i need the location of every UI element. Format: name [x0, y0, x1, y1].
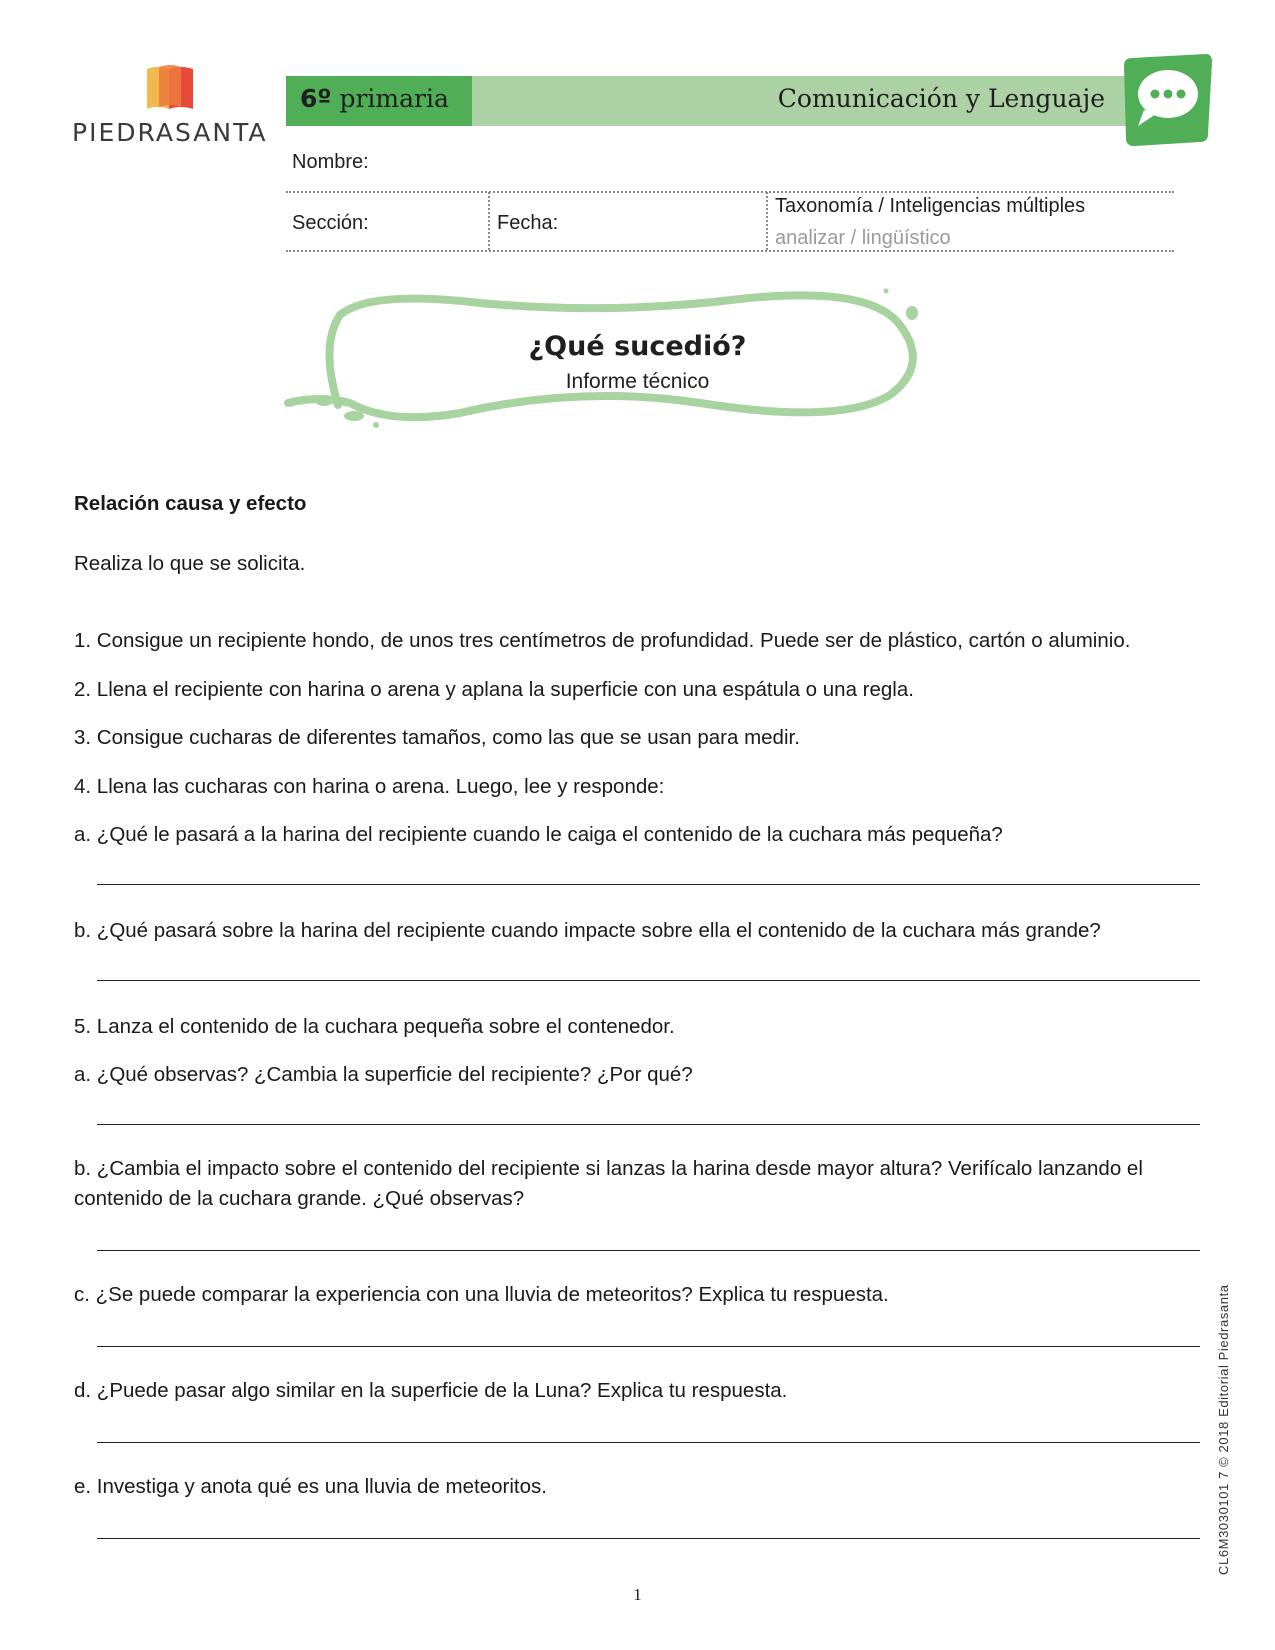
grade-number: 6º: [300, 84, 332, 113]
list-item: 4. Llena las cucharas con harina o arena. Luego, lee y responde:: [74, 775, 665, 798]
list-item: 5. Lanza el contenido de la cuchara pequeña sobre el contenedor.: [74, 1015, 675, 1038]
section-title: Relación causa y efecto: [74, 492, 307, 515]
answer-line[interactable]: [97, 1346, 1200, 1347]
subject-title: Comunicación y Lenguaje: [777, 84, 1105, 113]
answer-line[interactable]: [97, 1442, 1200, 1443]
list-item: 3. Consigue cucharas de diferentes tamaños, como las que se usan para medir.: [74, 726, 800, 749]
page-number: 1: [633, 1585, 642, 1604]
list-item: 2. Llena el recipiente con harina o arena y aplana la superficie con una espátula o una regla.: [74, 678, 914, 701]
answer-line[interactable]: [97, 1538, 1200, 1539]
question-item: b. ¿Cambia el impacto sobre el contenido del recipiente si lanzas la harina desde mayor altura? Verifícalo lanzando el contenido de la cuchara grande. ¿Qué observas?: [74, 1157, 1143, 1210]
question-item: e. Investiga y anota qué es una lluvia de meteoritos.: [74, 1475, 547, 1498]
answer-line[interactable]: [97, 1250, 1200, 1251]
activity-title: ¿Qué sucedió?: [528, 331, 747, 362]
seccion-label: Sección:: [292, 212, 369, 234]
logo-wordmark: PIEDRASANTA: [72, 118, 268, 147]
question-item: a. ¿Qué observas? ¿Cambia la superficie del recipiente? ¿Por qué?: [74, 1063, 693, 1086]
field-divider: [286, 191, 1174, 193]
answer-line[interactable]: [97, 980, 1200, 981]
title-bubble-frame: [280, 285, 940, 445]
nombre-label: Nombre:: [292, 151, 369, 173]
piedrasanta-logo-icon: [145, 63, 197, 113]
field-divider: [488, 192, 490, 250]
instruction-text: Realiza lo que se solicita.: [74, 552, 306, 575]
answer-line[interactable]: [97, 884, 1200, 885]
copyright-credit: CL6M3030101 7 © 2018 Editorial Piedrasanta: [1216, 1284, 1231, 1575]
question-item: d. ¿Puede pasar algo similar en la superficie de la Luna? Explica tu respuesta.: [74, 1379, 788, 1402]
grade-word: primaria: [339, 84, 449, 113]
field-divider: [286, 250, 1174, 252]
taxonomia-label: Taxonomía / Inteligencias múltiples: [775, 195, 1086, 217]
list-item: 1. Consigue un recipiente hondo, de unos tres centímetros de profundidad. Puede ser de plástico, cartón o aluminio.: [74, 629, 1131, 652]
field-divider: [766, 192, 768, 250]
question-item: c. ¿Se puede comparar la experiencia con una lluvia de meteoritos? Explica tu respuesta.: [74, 1283, 889, 1306]
taxonomia-value: analizar / lingüístico: [775, 227, 951, 249]
grade-label: [300, 84, 449, 113]
activity-subtitle: Informe técnico: [565, 370, 710, 393]
question-item: a. ¿Qué le pasará a la harina del recipiente cuando le caiga el contenido de la cuchara más pequeña?: [74, 823, 1003, 846]
chat-bubble-icon: [1124, 54, 1212, 150]
answer-line[interactable]: [97, 1124, 1200, 1125]
question-item: b. ¿Qué pasará sobre la harina del recipiente cuando impacte sobre ella el contenido de la cuchara más grande?: [74, 919, 1101, 942]
fecha-label: Fecha:: [497, 212, 559, 234]
